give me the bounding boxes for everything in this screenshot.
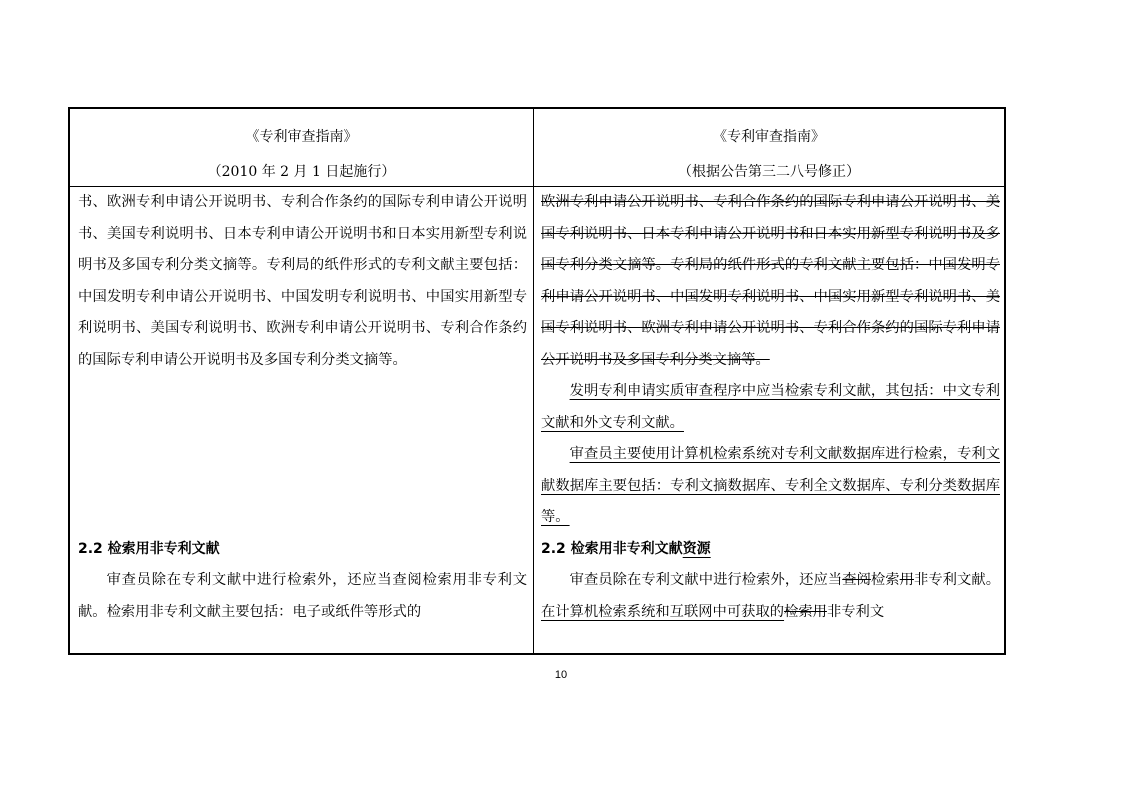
left-header-title: 《专利审查指南》: [245, 129, 358, 145]
left-paragraph-2: 审查员除在专利文献中进行检索外，还应当查阅检索用非专利文献。检索用非专利文献主要包括：电子或纸件等形式的: [78, 572, 527, 620]
left-column-body: [78, 187, 527, 628]
right-para-a: 审查员除在专利文献中进行检索外，还应当: [569, 572, 843, 588]
right-para-del1: 查阅: [842, 572, 871, 588]
right-section-heading: [541, 534, 1000, 566]
right-para-ins: 在计算机检索系统和互联网中可获取的: [541, 603, 785, 620]
right-para-b: 检索: [870, 572, 900, 588]
left-paragraph-1: 书、欧洲专利申请公开说明书、专利合作条约的国际专利申请公开说明书、美国专利说明书、日本专利申请公开说明书和日本实用新型专利说明书及多国专利分类文摘等。专利局的纸件形式的专利文献主要包括：中国发明专利申请公开说明书、中国发明专利说明书、中国实用新型专利说明书、美国专利说明书、欧洲专利申请公开说明书、专利合作条约的国际专利申请公开说明书及多国专利分类文摘等。: [78, 194, 527, 368]
right-para-del3: 检索用: [784, 603, 827, 620]
right-inserted-paragraph-2: 审查员主要使用计算机检索系统对专利文献数据库进行检索，专利文献数据库主要包括：专利文摘数据库、专利全文数据库、专利分类数据库等。: [541, 446, 1000, 525]
left-spacer: [78, 376, 527, 534]
right-paragraph-2: [541, 565, 1000, 628]
column-divider: [533, 109, 534, 653]
right-inserted-paragraph-1: 发明专利申请实质审查程序中应当检索专利文献，其包括：中文专利文献和外文专利文献。: [541, 383, 1000, 431]
right-section-heading-base: 2.2 检索用非专利文献: [541, 540, 683, 557]
page-number: 10: [554, 669, 568, 681]
left-header-subtitle: （2010 年 2 月 1 日起施行）: [207, 164, 396, 180]
right-column-header: [534, 109, 1004, 186]
right-para-del2: 用: [899, 572, 914, 588]
right-section-heading-inserted: 资源: [682, 540, 711, 557]
left-section-heading: 2.2 检索用非专利文献: [78, 540, 220, 557]
right-column-body: [541, 187, 1000, 628]
left-column-header: [70, 109, 533, 186]
right-header-subtitle: （根据公告第三二八号修正）: [678, 164, 860, 180]
right-para-d: 非专利文: [826, 603, 885, 620]
right-deleted-paragraph: 欧洲专利申请公开说明书、专利合作条约的国际专利申请公开说明书、美国专利说明书、日本专利申请公开说明书和日本实用新型专利说明书及多国专利分类文摘等。专利局的纸件形式的专利文献主要包括：中国发明专利申请公开说明书、中国发明专利说明书、中国实用新型专利说明书、美国专利说明书、欧洲专利申请公开说明书、专利合作条约的国际专利申请公开说明书及多国专利分类文摘等。: [541, 194, 1000, 368]
right-para-c: 非专利文献。: [913, 572, 1001, 588]
right-header-title: 《专利审查指南》: [713, 129, 825, 145]
comparison-table: [68, 107, 1006, 655]
